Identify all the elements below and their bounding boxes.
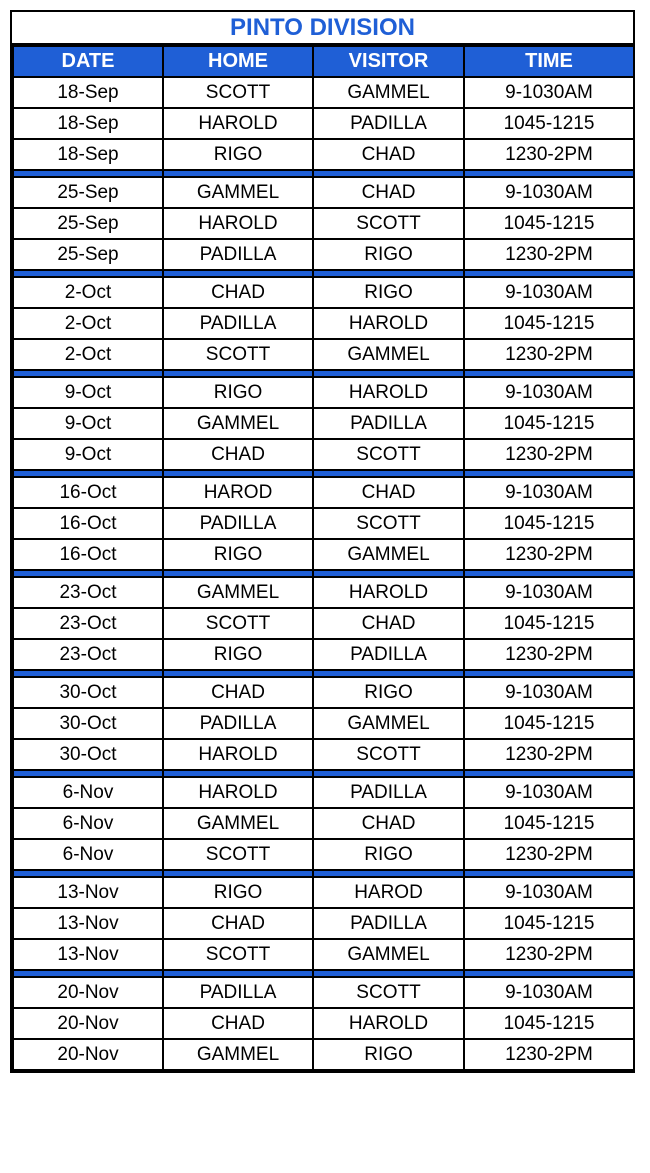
- time-cell: 1230-2PM: [464, 639, 634, 670]
- time-cell: 9-1030AM: [464, 377, 634, 408]
- table-row: [13, 608, 634, 639]
- time-cell: 1045-1215: [464, 508, 634, 539]
- visitor-cell: RIGO: [313, 839, 464, 870]
- home-cell: PADILLA: [163, 308, 313, 339]
- date-cell: 6-Nov: [13, 777, 163, 808]
- home-cell: GAMMEL: [163, 577, 313, 608]
- date-cell: 23-Oct: [13, 608, 163, 639]
- date-cell: 9-Oct: [13, 439, 163, 470]
- home-cell: GAMMEL: [163, 408, 313, 439]
- column-header-time: TIME: [464, 46, 634, 77]
- table-row: [13, 639, 634, 670]
- table-row: [13, 508, 634, 539]
- date-cell: 13-Nov: [13, 939, 163, 970]
- table-row: [13, 677, 634, 708]
- separator-cell: [163, 570, 313, 577]
- separator-cell: [313, 570, 464, 577]
- schedule-table: [12, 45, 635, 1071]
- date-cell: 2-Oct: [13, 277, 163, 308]
- separator-cell: [163, 970, 313, 977]
- home-cell: CHAD: [163, 277, 313, 308]
- date-cell: 6-Nov: [13, 839, 163, 870]
- week-separator: [13, 770, 634, 777]
- week-separator: [13, 270, 634, 277]
- week-separator: [13, 670, 634, 677]
- separator-cell: [13, 370, 163, 377]
- visitor-cell: SCOTT: [313, 739, 464, 770]
- separator-cell: [163, 170, 313, 177]
- separator-cell: [163, 670, 313, 677]
- visitor-cell: RIGO: [313, 1039, 464, 1070]
- separator-cell: [464, 570, 634, 577]
- week-separator: [13, 570, 634, 577]
- separator-cell: [13, 270, 163, 277]
- table-row: [13, 977, 634, 1008]
- separator-cell: [313, 170, 464, 177]
- separator-cell: [13, 770, 163, 777]
- time-cell: 1230-2PM: [464, 539, 634, 570]
- table-row: [13, 877, 634, 908]
- visitor-cell: GAMMEL: [313, 339, 464, 370]
- date-cell: 9-Oct: [13, 377, 163, 408]
- separator-cell: [13, 970, 163, 977]
- table-row: [13, 408, 634, 439]
- home-cell: GAMMEL: [163, 1039, 313, 1070]
- time-cell: 9-1030AM: [464, 977, 634, 1008]
- time-cell: 1045-1215: [464, 208, 634, 239]
- separator-cell: [13, 570, 163, 577]
- separator-cell: [13, 870, 163, 877]
- visitor-cell: RIGO: [313, 239, 464, 270]
- date-cell: 18-Sep: [13, 77, 163, 108]
- table-row: [13, 839, 634, 870]
- date-cell: 25-Sep: [13, 208, 163, 239]
- separator-cell: [464, 370, 634, 377]
- time-cell: 1230-2PM: [464, 1039, 634, 1070]
- week-separator: [13, 370, 634, 377]
- visitor-cell: HAROLD: [313, 308, 464, 339]
- date-cell: 9-Oct: [13, 408, 163, 439]
- visitor-cell: PADILLA: [313, 908, 464, 939]
- separator-cell: [163, 270, 313, 277]
- visitor-cell: PADILLA: [313, 777, 464, 808]
- time-cell: 1045-1215: [464, 308, 634, 339]
- division-title: PINTO DIVISION: [12, 12, 633, 45]
- separator-cell: [163, 870, 313, 877]
- table-row: [13, 139, 634, 170]
- table-row: [13, 577, 634, 608]
- visitor-cell: GAMMEL: [313, 539, 464, 570]
- visitor-cell: GAMMEL: [313, 708, 464, 739]
- visitor-cell: HAROD: [313, 877, 464, 908]
- home-cell: CHAD: [163, 1008, 313, 1039]
- separator-cell: [464, 170, 634, 177]
- home-cell: RIGO: [163, 139, 313, 170]
- date-cell: 20-Nov: [13, 1008, 163, 1039]
- visitor-cell: GAMMEL: [313, 939, 464, 970]
- column-header-date: DATE: [13, 46, 163, 77]
- time-cell: 9-1030AM: [464, 577, 634, 608]
- separator-cell: [313, 670, 464, 677]
- separator-cell: [13, 670, 163, 677]
- week-separator: [13, 170, 634, 177]
- table-row: [13, 477, 634, 508]
- time-cell: 1230-2PM: [464, 139, 634, 170]
- time-cell: 1230-2PM: [464, 239, 634, 270]
- separator-cell: [13, 170, 163, 177]
- separator-cell: [313, 970, 464, 977]
- home-cell: CHAD: [163, 908, 313, 939]
- separator-cell: [313, 270, 464, 277]
- visitor-cell: HAROLD: [313, 377, 464, 408]
- home-cell: RIGO: [163, 539, 313, 570]
- time-cell: 1045-1215: [464, 1008, 634, 1039]
- home-cell: HAROD: [163, 477, 313, 508]
- visitor-cell: PADILLA: [313, 639, 464, 670]
- time-cell: 1045-1215: [464, 808, 634, 839]
- date-cell: 30-Oct: [13, 739, 163, 770]
- date-cell: 20-Nov: [13, 1039, 163, 1070]
- separator-cell: [163, 470, 313, 477]
- time-cell: 9-1030AM: [464, 777, 634, 808]
- visitor-cell: HAROLD: [313, 577, 464, 608]
- table-row: [13, 339, 634, 370]
- table-row: [13, 908, 634, 939]
- time-cell: 9-1030AM: [464, 477, 634, 508]
- table-row: [13, 439, 634, 470]
- time-cell: 1230-2PM: [464, 339, 634, 370]
- home-cell: SCOTT: [163, 77, 313, 108]
- visitor-cell: GAMMEL: [313, 77, 464, 108]
- separator-cell: [464, 870, 634, 877]
- home-cell: SCOTT: [163, 608, 313, 639]
- home-cell: GAMMEL: [163, 177, 313, 208]
- date-cell: 13-Nov: [13, 877, 163, 908]
- table-row: [13, 739, 634, 770]
- visitor-cell: SCOTT: [313, 508, 464, 539]
- table-row: [13, 1039, 634, 1070]
- table-row: [13, 377, 634, 408]
- table-row: [13, 239, 634, 270]
- table-row: [13, 939, 634, 970]
- visitor-cell: PADILLA: [313, 408, 464, 439]
- date-cell: 2-Oct: [13, 308, 163, 339]
- table-row: [13, 108, 634, 139]
- home-cell: HAROLD: [163, 777, 313, 808]
- visitor-cell: CHAD: [313, 139, 464, 170]
- visitor-cell: CHAD: [313, 477, 464, 508]
- visitor-cell: CHAD: [313, 608, 464, 639]
- home-cell: SCOTT: [163, 339, 313, 370]
- time-cell: 9-1030AM: [464, 877, 634, 908]
- date-cell: 2-Oct: [13, 339, 163, 370]
- week-separator: [13, 970, 634, 977]
- time-cell: 9-1030AM: [464, 77, 634, 108]
- date-cell: 30-Oct: [13, 708, 163, 739]
- home-cell: SCOTT: [163, 839, 313, 870]
- table-row: [13, 277, 634, 308]
- table-row: [13, 777, 634, 808]
- date-cell: 30-Oct: [13, 677, 163, 708]
- date-cell: 25-Sep: [13, 177, 163, 208]
- home-cell: CHAD: [163, 677, 313, 708]
- header-row: [13, 46, 634, 77]
- visitor-cell: SCOTT: [313, 208, 464, 239]
- separator-cell: [313, 870, 464, 877]
- home-cell: GAMMEL: [163, 808, 313, 839]
- separator-cell: [313, 370, 464, 377]
- table-row: [13, 177, 634, 208]
- week-separator: [13, 470, 634, 477]
- visitor-cell: SCOTT: [313, 439, 464, 470]
- separator-cell: [464, 670, 634, 677]
- table-row: [13, 539, 634, 570]
- home-cell: HAROLD: [163, 208, 313, 239]
- home-cell: CHAD: [163, 439, 313, 470]
- separator-cell: [163, 770, 313, 777]
- table-row: [13, 77, 634, 108]
- week-separator: [13, 870, 634, 877]
- visitor-cell: CHAD: [313, 808, 464, 839]
- time-cell: 9-1030AM: [464, 277, 634, 308]
- separator-cell: [13, 470, 163, 477]
- table-row: [13, 208, 634, 239]
- table-row: [13, 808, 634, 839]
- time-cell: 9-1030AM: [464, 677, 634, 708]
- column-header-home: HOME: [163, 46, 313, 77]
- time-cell: 1230-2PM: [464, 739, 634, 770]
- visitor-cell: RIGO: [313, 277, 464, 308]
- table-row: [13, 1008, 634, 1039]
- home-cell: PADILLA: [163, 977, 313, 1008]
- date-cell: 18-Sep: [13, 108, 163, 139]
- separator-cell: [464, 270, 634, 277]
- schedule-sheet: [10, 10, 635, 1073]
- home-cell: PADILLA: [163, 508, 313, 539]
- time-cell: 1045-1215: [464, 608, 634, 639]
- table-row: [13, 708, 634, 739]
- date-cell: 20-Nov: [13, 977, 163, 1008]
- visitor-cell: CHAD: [313, 177, 464, 208]
- date-cell: 13-Nov: [13, 908, 163, 939]
- time-cell: 1045-1215: [464, 708, 634, 739]
- home-cell: PADILLA: [163, 239, 313, 270]
- separator-cell: [313, 770, 464, 777]
- time-cell: 1045-1215: [464, 908, 634, 939]
- home-cell: SCOTT: [163, 939, 313, 970]
- date-cell: 6-Nov: [13, 808, 163, 839]
- column-header-visitor: VISITOR: [313, 46, 464, 77]
- table-row: [13, 308, 634, 339]
- date-cell: 25-Sep: [13, 239, 163, 270]
- time-cell: 9-1030AM: [464, 177, 634, 208]
- date-cell: 23-Oct: [13, 639, 163, 670]
- time-cell: 1230-2PM: [464, 439, 634, 470]
- home-cell: PADILLA: [163, 708, 313, 739]
- home-cell: RIGO: [163, 877, 313, 908]
- separator-cell: [464, 470, 634, 477]
- home-cell: RIGO: [163, 639, 313, 670]
- separator-cell: [163, 370, 313, 377]
- separator-cell: [464, 970, 634, 977]
- time-cell: 1045-1215: [464, 108, 634, 139]
- visitor-cell: HAROLD: [313, 1008, 464, 1039]
- home-cell: RIGO: [163, 377, 313, 408]
- separator-cell: [313, 470, 464, 477]
- date-cell: 16-Oct: [13, 477, 163, 508]
- date-cell: 16-Oct: [13, 539, 163, 570]
- time-cell: 1230-2PM: [464, 839, 634, 870]
- visitor-cell: PADILLA: [313, 108, 464, 139]
- home-cell: HAROLD: [163, 739, 313, 770]
- time-cell: 1230-2PM: [464, 939, 634, 970]
- schedule-body: [13, 77, 634, 1070]
- visitor-cell: SCOTT: [313, 977, 464, 1008]
- date-cell: 18-Sep: [13, 139, 163, 170]
- visitor-cell: RIGO: [313, 677, 464, 708]
- separator-cell: [464, 770, 634, 777]
- home-cell: HAROLD: [163, 108, 313, 139]
- date-cell: 23-Oct: [13, 577, 163, 608]
- date-cell: 16-Oct: [13, 508, 163, 539]
- time-cell: 1045-1215: [464, 408, 634, 439]
